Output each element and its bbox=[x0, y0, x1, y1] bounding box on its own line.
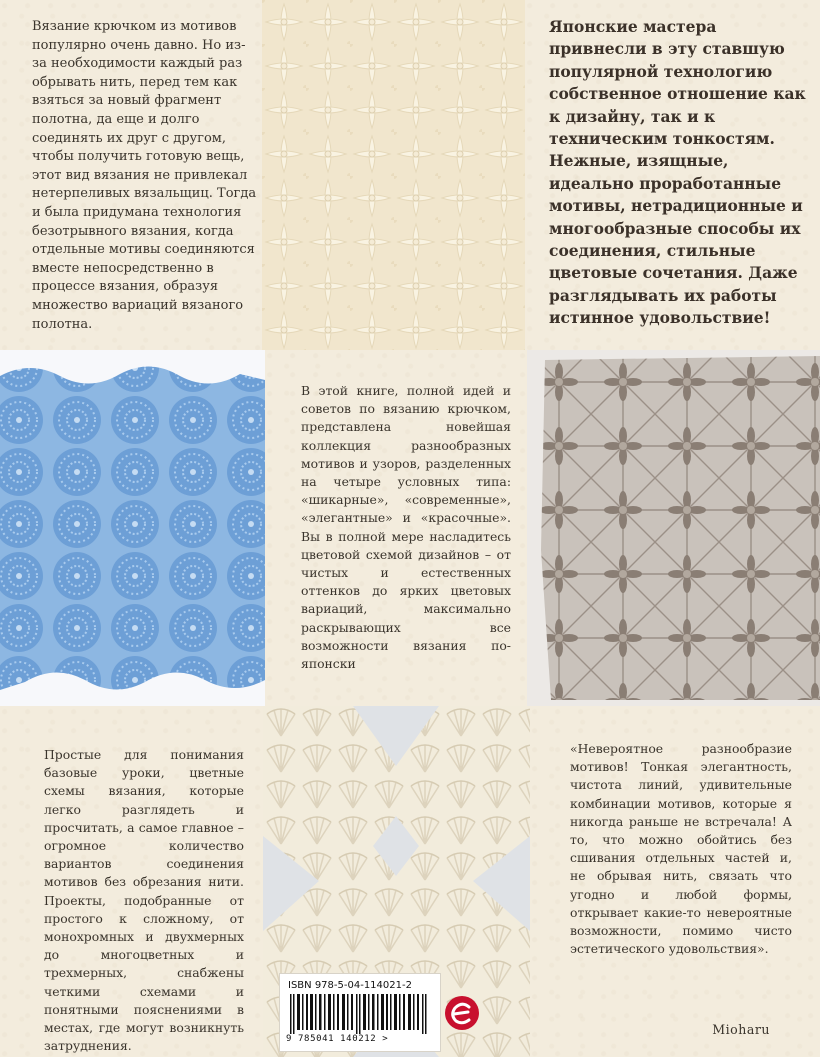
masters-block bbox=[525, 0, 820, 350]
book-paragraph: В этой книге, полной идей и советов по вязанию крючком, представлена новейшая коллекция разнообразных мотивов и узоров, разделенных на четыре условных типа: «шикарные», «современные», «элегантные» и «красочные». Вы в полной мере насладитесь цветовой схемой дизайнов – от чистых и естественных оттенков до ярких цветовых вариаций, максимально раскрывающих все возможности вязания по-японски bbox=[301, 383, 511, 672]
lessons-paragraph: Простые для понимания базовые уроки, цветные схемы вязания, которые легко разглядеть и просчитать, а самое главное – огромное количество вариантов соединения мотивов без обрезания нити. Проекты, подобранные от простого к сложному, от монохромных и двухмерных до многоцветных и трехмерных, снабжены четкими схемами и понятными пояснениями в местах, где могут возникнуть затруднения. bbox=[44, 747, 244, 1054]
cream-lace-photo bbox=[262, 0, 525, 350]
publisher-logo-icon bbox=[444, 995, 480, 1031]
masters-paragraph: Японские мастера привнесли в эту ставшую популярной технологию собственное отношение как к дизайну, так и к техническим тонкостям. Нежные, изящные, идеально проработанные мотивы, нетрадиционные и многообразные способы их соединения, стильные цветовые сочетания. Даже разглядывать их работы истинное удовольствие! bbox=[549, 17, 806, 328]
intro-paragraph: Вязание крючком из мотивов популярно очень давно. Но из-за необходимости каждый раз обрывать нить, перед тем как взяться за новый фрагмент полотна, да еще и долго соединять их друг с другом, чтобы получить готовую вещь, этот вид вязания не привлекал нетерпеливых вязальщиц. Тогда и была придумана технология безотрывного вязания, когда отдельные мотивы соединяются вместе непосредственно в процессе вязания, образуя множество вариаций вязаного полотна. bbox=[32, 19, 257, 332]
isbn-text: ISBN 978-5-04-114021-2 bbox=[288, 980, 412, 991]
book-block bbox=[265, 350, 527, 706]
blue-motifs-photo bbox=[0, 350, 265, 706]
barcode-bars bbox=[290, 994, 430, 1034]
review-block bbox=[530, 706, 820, 1057]
review-signature: Mioharu bbox=[712, 1022, 770, 1037]
intro-block bbox=[0, 0, 262, 350]
lessons-block bbox=[0, 706, 263, 1057]
review-paragraph: «Невероятное разнообразие мотивов! Тонкая элегантность, чистота линий, удивительные комбинации мотивов, которые я никогда раньше не встречала! А то, что можно обойтись без сшивания отдельных частей и, не обрывая нить, связать что угодно и любой формы, открывает какие-то невероятные возможности, помимо чисто эстетического удовольствия». bbox=[570, 741, 792, 957]
taupe-flowers-photo bbox=[527, 350, 820, 706]
barcode bbox=[279, 973, 441, 1052]
barcode-digits: 9 785041 140212 > bbox=[286, 1034, 389, 1044]
